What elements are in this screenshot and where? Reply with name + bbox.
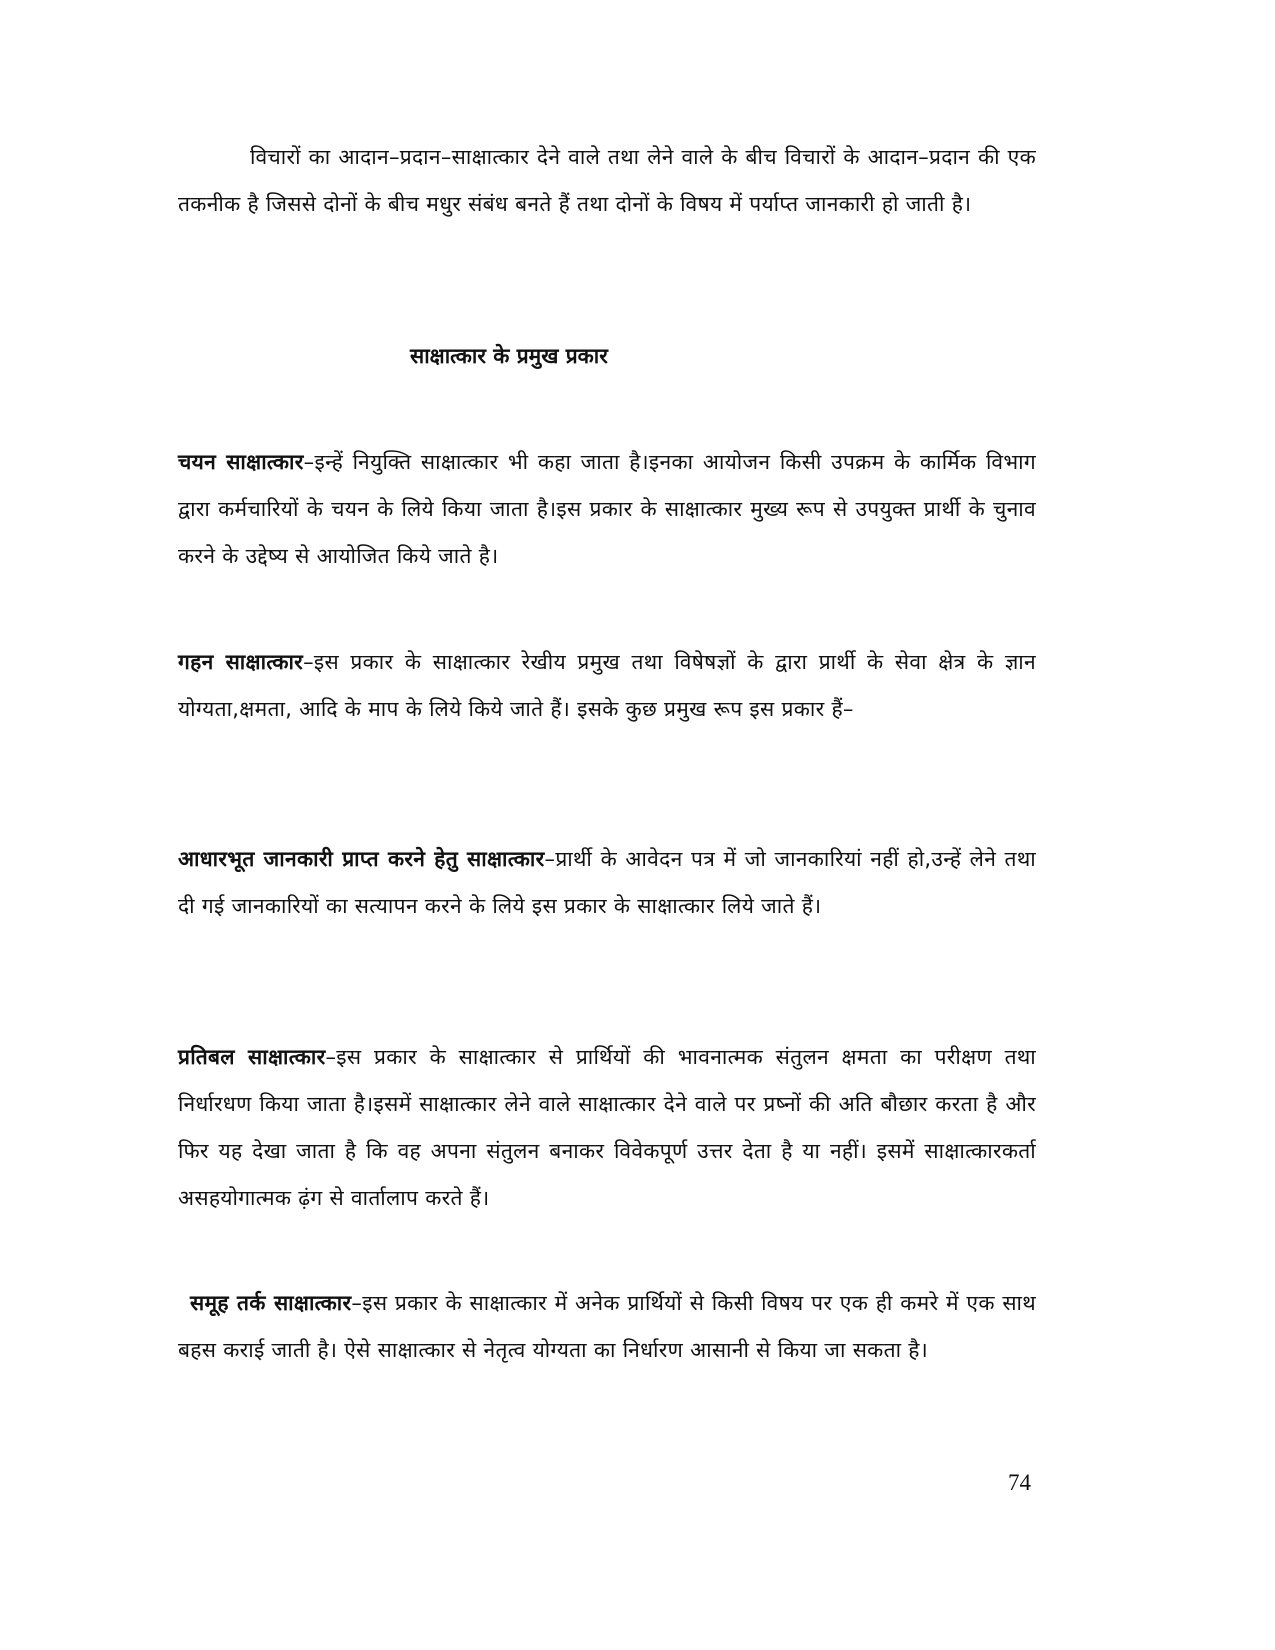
intro-paragraph [178, 134, 1036, 228]
term-label: गहन साक्षात्कार [178, 650, 304, 674]
interview-type-basic-information [178, 836, 1036, 930]
term-label: आधारभूत जानकारी प्राप्त करने हेतु साक्षात्कार [178, 847, 545, 871]
interview-type-group-discussion [178, 1280, 1036, 1374]
page-number: 74 [1008, 1470, 1031, 1495]
interview-type-in-depth [178, 639, 1036, 733]
term-label: समूह तर्क साक्षात्कार [190, 1291, 352, 1315]
section-heading: साक्षात्कार के प्रमुख प्रकार [410, 344, 608, 368]
interview-type-stress [178, 1034, 1036, 1222]
term-label: चयन साक्षात्कार [178, 450, 304, 474]
term-description: –इस प्रकार के साक्षात्कार में अनेक प्रार्थियों से किसी विषय पर एक ही कमरे में एक साथ बहस कराई जाती है। ऐसे साक्षात्कार से नेतृत्व योग्यता का निर्धारण आसानी से किया जा सकता है। [178, 1291, 1036, 1362]
term-description: –इन्हें नियुक्ति साक्षात्कार भी कहा जाता है।इनका आयोजन किसी उपक्रम के कार्मिक विभाग द्वारा कर्मचारियों के चयन के लिये किया जाता है।इस प्रकार के साक्षात्कार मुख्य रूप से उपयुक्त प्रार्थी के चुनाव करने के उद्देष्य से आयोजित किये जाते है। [178, 450, 1036, 568]
interview-type-selection [178, 439, 1036, 580]
term-description: –इस प्रकार के साक्षात्कार से प्रार्थियों की भावनात्मक संतुलन क्षमता का परीक्षण तथा निर्धारधण किया जाता है।इसमें साक्षात्कार लेने वाले साक्षात्कार देने वाले पर प्रष्नों की अति बौछार करता है और फिर यह देखा जाता है कि वह अपना संतुलन बनाकर विवेकपूर्ण उत्तर देता है या नहीं। इसमें साक्षात्कारकर्ता असहयोगात्मक ढ़ंग से वार्तालाप करते हैं। [178, 1045, 1037, 1210]
term-description: –इस प्रकार के साक्षात्कार रेखीय प्रमुख तथा विषेषज्ञों के द्वारा प्रार्थी के सेवा क्षेत्र के ज्ञान योग्यता,क्षमता, आदि के माप के लिये किये जाते हैं। इसके कुछ प्रमुख रूप इस प्रकार हैं– [178, 650, 1036, 721]
intro-text: विचारों का आदान–प्रदान–साक्षात्कार देने वाले तथा लेने वाले के बीच विचारों के आदान–प्रदान की एक तकनीक है जिससे दोनों के बीच मधुर संबंध बनते हैं तथा दोनों के विषय में पर्याप्त जानकारी हो जाती है। [178, 145, 1036, 216]
term-description: –प्रार्थी के आवेदन पत्र में जो जानकारियां नहीं हो,उन्हें लेने तथा दी गई जानकारियों का सत्यापन करने के लिये इस प्रकार के साक्षात्कार लिये जाते हैं। [178, 847, 1036, 918]
term-label: प्रतिबल साक्षात्कार [178, 1045, 326, 1069]
